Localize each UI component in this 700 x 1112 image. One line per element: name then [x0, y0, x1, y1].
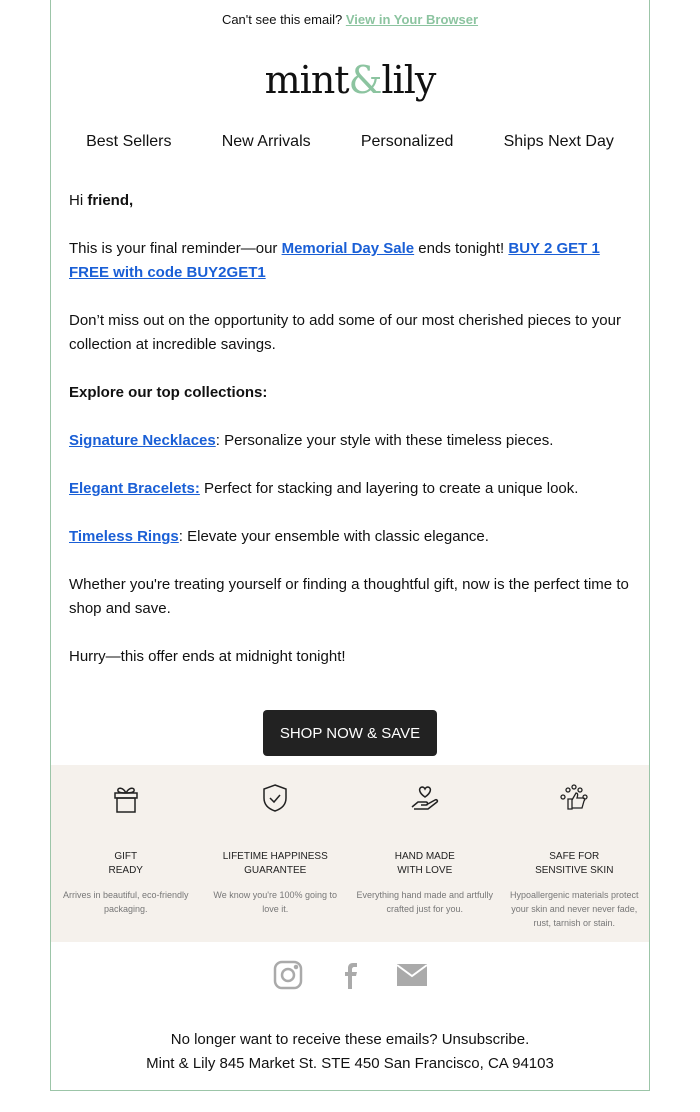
thumbs-up-stars-icon: [557, 781, 591, 815]
company-address: Mint & Lily 845 Market St. STE 450 San Francisco, CA 94103: [146, 1055, 554, 1072]
email-icon[interactable]: [395, 958, 429, 992]
paragraph: Don’t miss out on the opportunity to add some of our most cherished pieces to your collection at incredible savings.: [69, 312, 621, 353]
feature-guarantee: LIFETIME HAPPINESS GUARANTEE We know you're 100% going to love it.: [201, 765, 351, 942]
nav-personalized[interactable]: Personalized: [360, 133, 454, 150]
collection-item: Signature Necklaces: Personalize your style with these timeless pieces.: [69, 432, 554, 449]
timeless-rings-link[interactable]: Timeless Rings: [69, 528, 179, 545]
collection-item: Elegant Bracelets: Perfect for stacking and layering to create a unique look.: [69, 480, 579, 497]
buy2get1-link[interactable]: BUY 2 GET 1 FREE with code BUY2GET1: [69, 240, 600, 281]
greeting: Hi friend,: [69, 192, 134, 209]
paragraph: Hurry—this offer ends at midnight tonight!: [69, 648, 346, 665]
feature-handmade: HAND MADE WITH LOVE Everything hand made and artfully crafted just for you.: [350, 765, 500, 942]
memorial-day-sale-link[interactable]: Memorial Day Sale: [281, 240, 415, 257]
social-links: [51, 958, 649, 992]
email-container: [50, 0, 650, 1091]
elegant-bracelets-link[interactable]: Elegant Bracelets:: [69, 480, 200, 497]
instagram-icon[interactable]: [271, 958, 305, 992]
shop-now-button[interactable]: SHOP NOW & SAVE: [263, 710, 437, 756]
collection-item: Timeless Rings: Elevate your ensemble with classic elegance.: [69, 528, 489, 545]
nav-ships-next-day[interactable]: Ships Next Day: [503, 133, 614, 150]
nav-new-arrivals[interactable]: New Arrivals: [221, 133, 311, 150]
facebook-icon[interactable]: [333, 958, 367, 992]
nav-menu: [51, 133, 649, 151]
gift-icon: [109, 781, 143, 815]
signature-necklaces-link[interactable]: Signature Necklaces: [69, 432, 216, 449]
nav-best-sellers[interactable]: Best Sellers: [86, 133, 172, 150]
preheader: Can't see this email? View in Your Browser: [221, 12, 479, 27]
view-in-browser-link[interactable]: View in Your Browser: [345, 12, 479, 27]
email-body: [69, 189, 629, 693]
footer: [51, 1028, 649, 1076]
unsubscribe-link[interactable]: No longer want to receive these emails? Unsubscribe.: [170, 1031, 530, 1048]
features-band: [51, 765, 649, 942]
paragraph: Whether you're treating yourself or finding a thoughtful gift, now is the perfect time to shop and save.: [69, 576, 629, 617]
collections-heading: Explore our top collections:: [69, 384, 268, 401]
feature-gift: GIFT READY Arrives in beautiful, eco-friendly packaging.: [51, 765, 201, 942]
hand-heart-icon: [408, 781, 442, 815]
logo[interactable]: mint&lily: [264, 58, 436, 102]
shield-check-icon: [258, 781, 292, 815]
feature-sensitive-skin: SAFE FOR SENSITIVE SKIN Hypoallergenic materials protect your skin and never never fade, rust, tarnish or stain.: [500, 765, 650, 942]
intro-paragraph: This is your final reminder—our Memorial Day Sale ends tonight! BUY 2 GET 1 FREE with code BUY2GET1: [69, 240, 600, 281]
